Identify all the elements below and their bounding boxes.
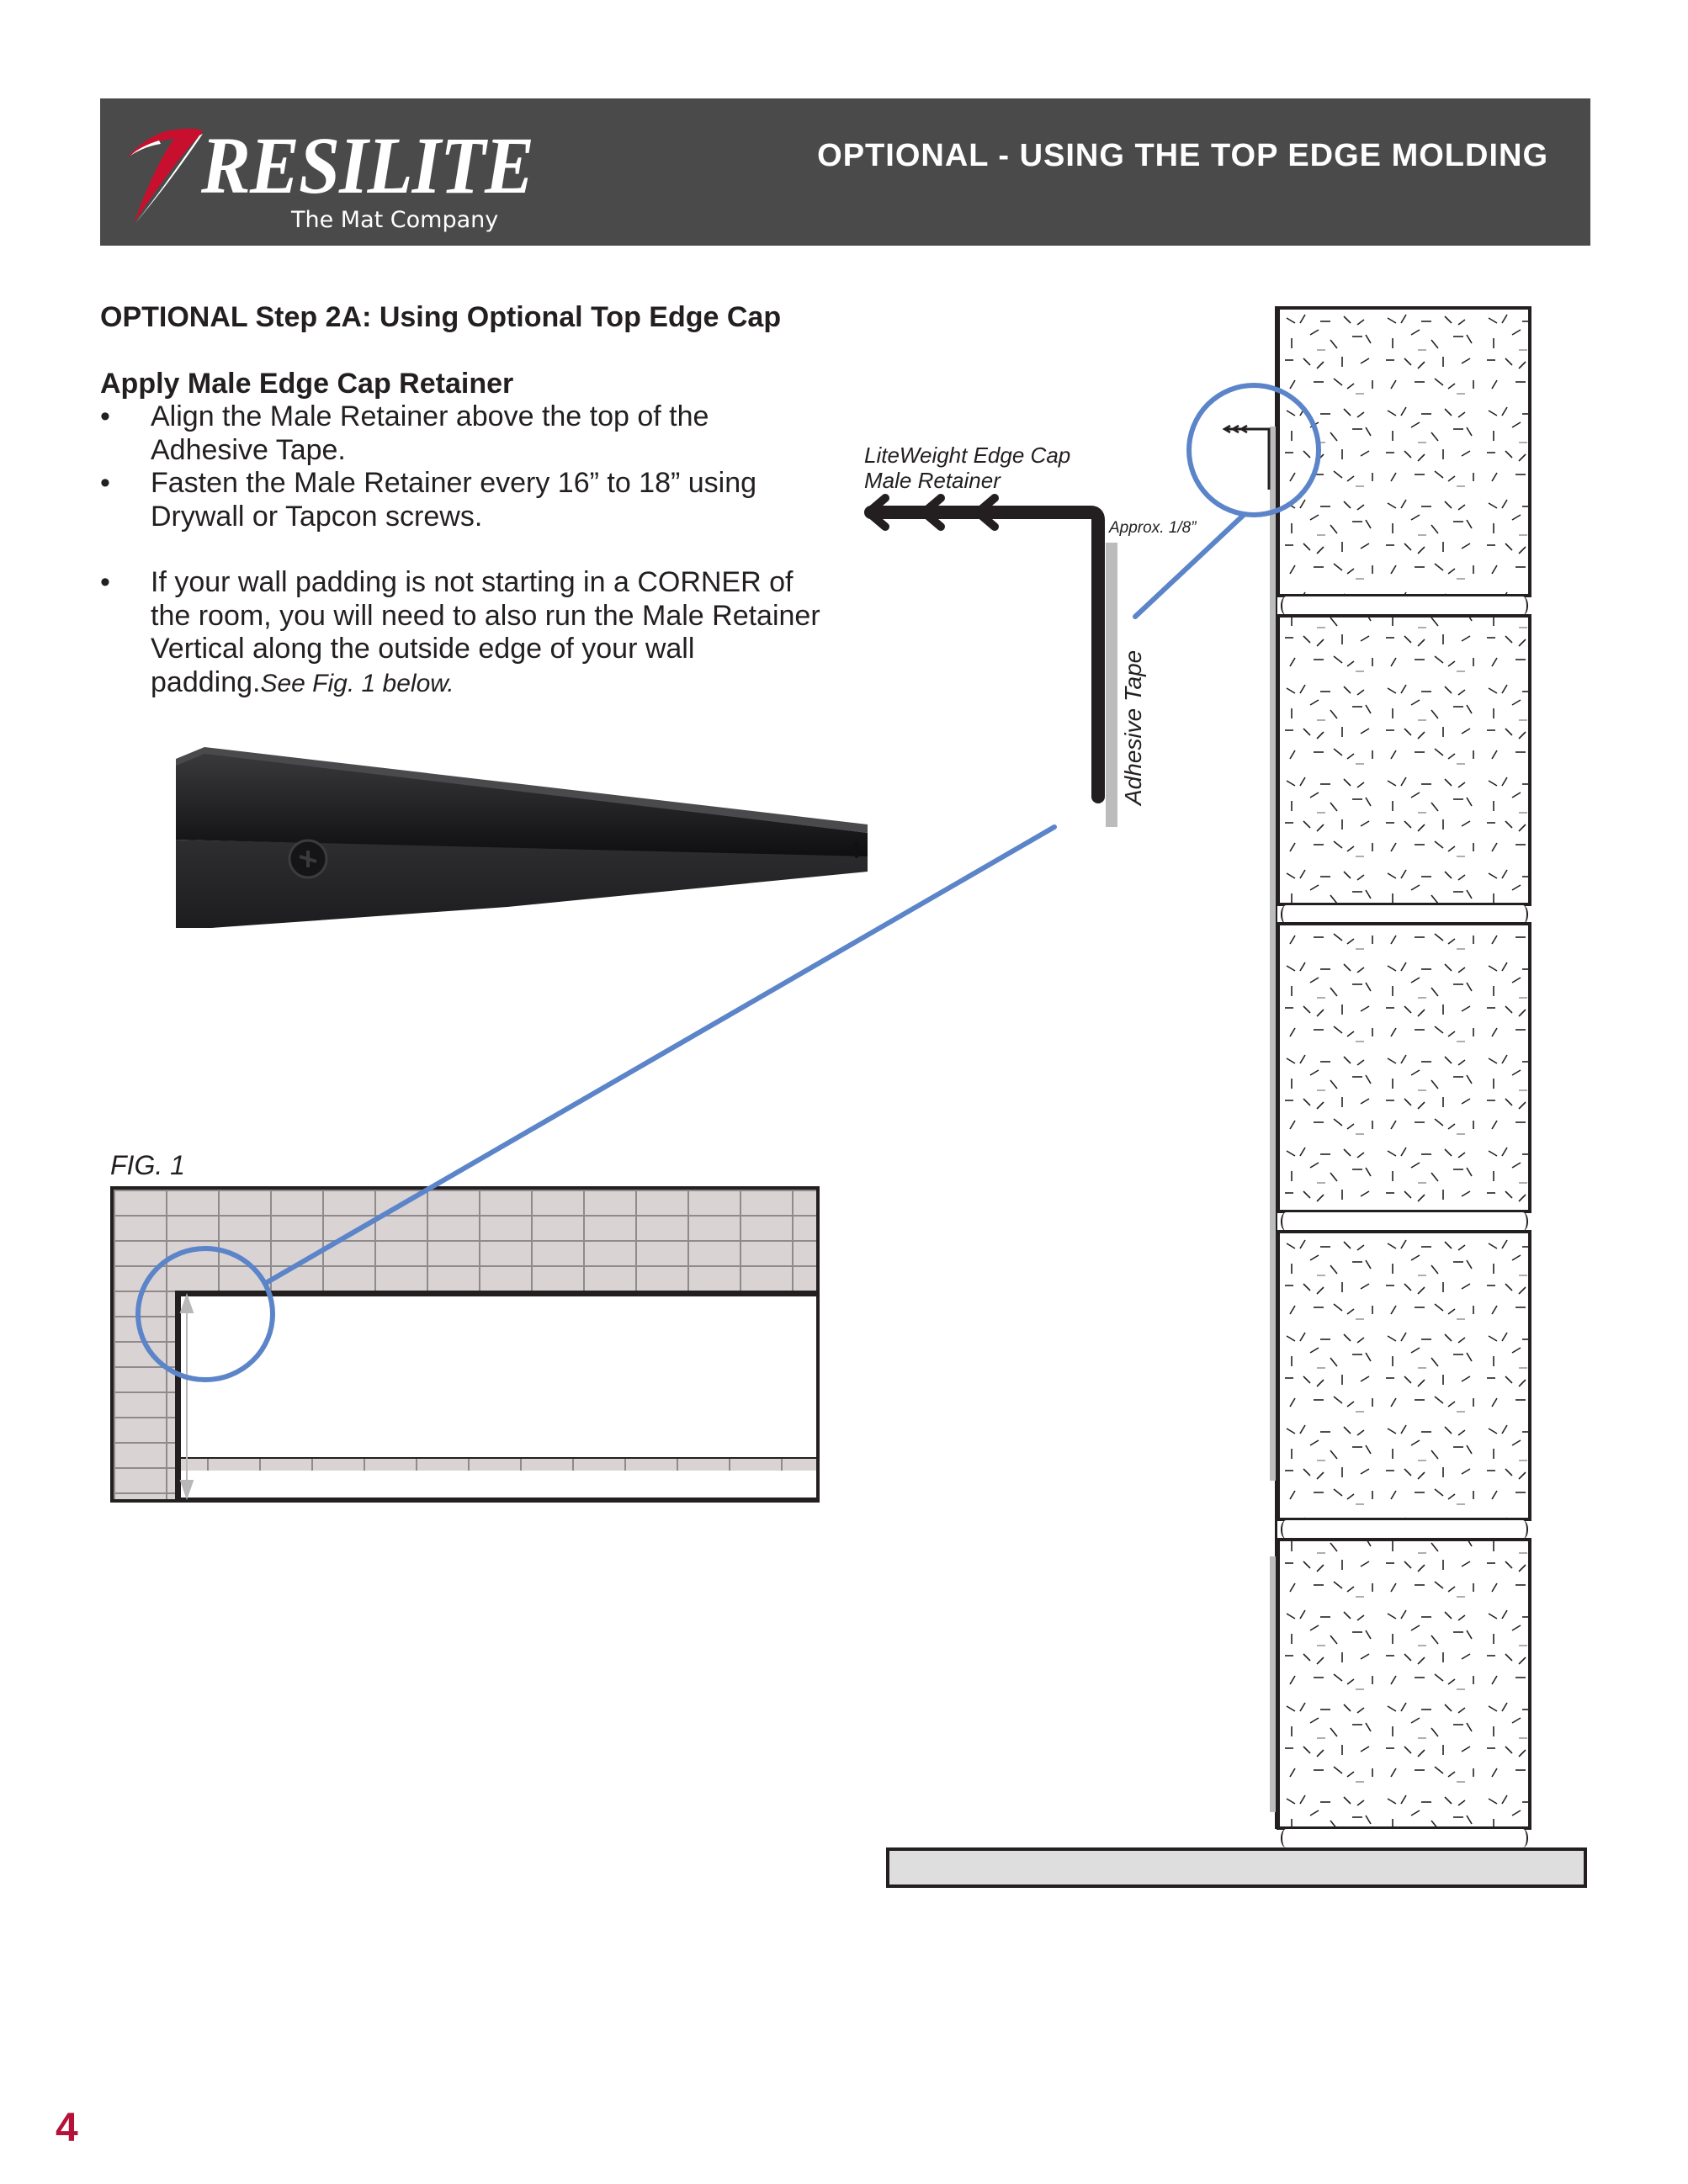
panel-joint	[1281, 1520, 1528, 1539]
resilite-logo	[119, 115, 573, 233]
panel-joint	[1281, 1212, 1528, 1231]
wall-pad-panel	[1277, 306, 1531, 597]
list-item-text: If your wall padding is not starting in a CORNER of the room, you will need to also run the Male Retainer Vertical along the outside edge of your wall padding.	[151, 566, 820, 698]
list-item	[100, 467, 824, 533]
page-number: 4	[56, 2106, 78, 2150]
gap-measurement-label: Approx. 1/8”	[1109, 519, 1197, 537]
figure-label: FIG. 1	[110, 1150, 185, 1180]
bullet-icon: •	[100, 467, 110, 499]
figure-reference: See Fig. 1 below.	[260, 669, 454, 697]
wall-pad-panel	[1277, 1230, 1531, 1521]
step-title: OPTIONAL Step 2A: Using Optional Top Edge Cap	[100, 301, 782, 333]
swoosh-icon	[119, 124, 211, 225]
panel-joint	[1281, 905, 1528, 924]
bullet-icon: •	[100, 566, 110, 598]
page-title: OPTIONAL - USING THE TOP EDGE MOLDING	[817, 138, 1548, 173]
floor	[886, 1847, 1587, 1888]
header-banner	[100, 98, 1590, 246]
wall-pad-panel	[1277, 614, 1531, 906]
adhesive-tape-strip	[1270, 427, 1276, 1481]
wall-pad-panel	[1277, 922, 1531, 1213]
figure-1-room-plan	[110, 1186, 820, 1503]
adhesive-tape-detail	[1106, 543, 1117, 827]
retainer-photo	[171, 730, 869, 928]
logo-wordmark: RESILITE	[201, 120, 534, 210]
logo-tagline: The Mat Company	[291, 207, 499, 233]
bullet-icon: •	[100, 400, 110, 432]
list-item	[100, 400, 824, 467]
instruction-list	[100, 400, 824, 700]
wall-pad-panel	[1277, 1538, 1531, 1830]
panel-joint	[1281, 1829, 1528, 1847]
section-subheading: Apply Male Edge Cap Retainer	[100, 368, 514, 400]
retainer-label: LiteWeight Edge Cap Male Retainer	[864, 443, 1071, 493]
list-item-text: Align the Male Retainer above the top of the Adhesive Tape.	[151, 400, 709, 466]
room-floor-lower	[181, 1471, 820, 1499]
list-item-text: Fasten the Male Retainer every 16” to 18” using Drywall or Tapcon screws.	[151, 467, 757, 533]
adhesive-tape-strip	[1270, 1556, 1276, 1812]
list-item	[100, 566, 824, 700]
panel-joint	[1281, 596, 1528, 615]
adhesive-tape-label: Adhesive Tape	[1120, 649, 1146, 805]
